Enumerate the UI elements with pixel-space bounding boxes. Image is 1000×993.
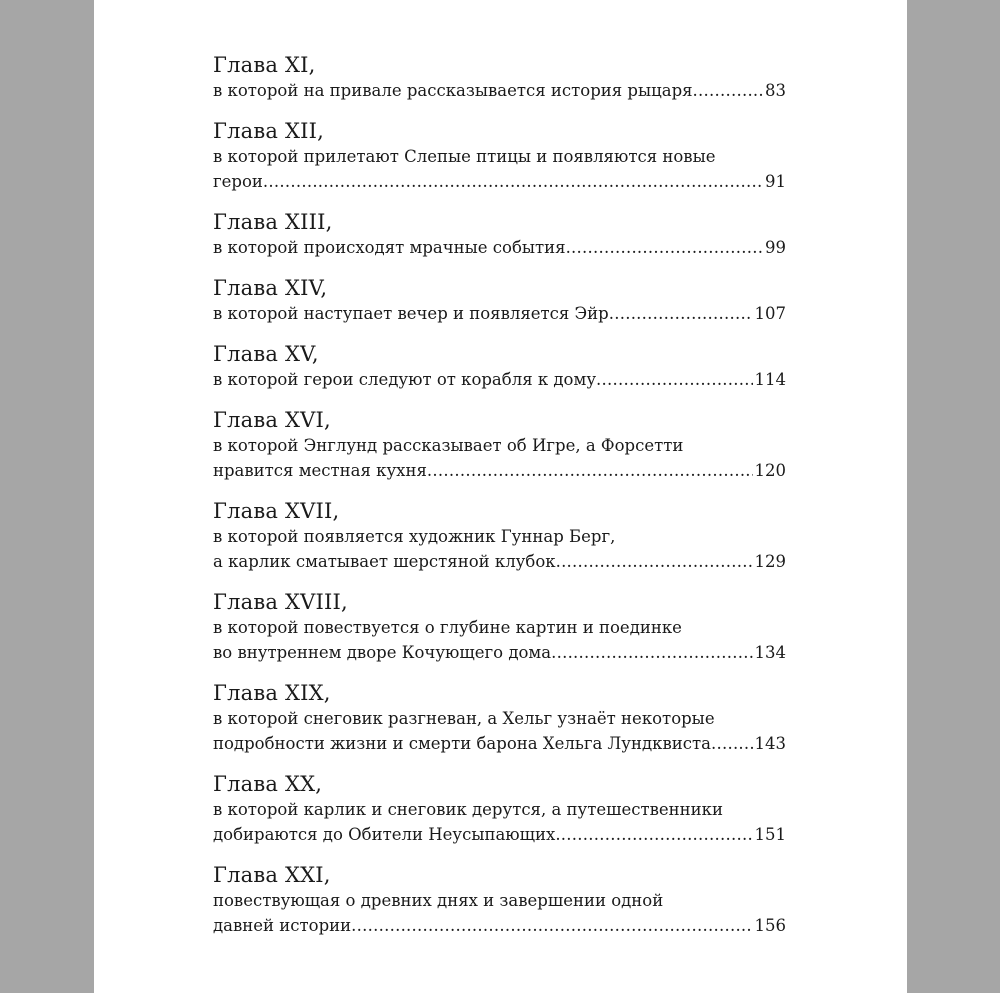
toc-entry [213, 771, 786, 847]
chapter-description-last-line [213, 169, 786, 194]
chapter-description-last-line [213, 301, 786, 326]
toc-entry [213, 407, 786, 483]
page-number: 134 [754, 643, 786, 662]
chapter-title: Глава XX, [213, 772, 323, 796]
chapter-description-last-line [213, 822, 786, 847]
chapter-title: Глава XVI, [213, 408, 331, 432]
page-number: 107 [754, 304, 786, 323]
chapter-description-line: в которой карлик и снеговик дерутся, а путешественники [213, 800, 723, 819]
chapter-description-text: нравится местная кухня [213, 461, 427, 480]
chapter-description-text: в которой на привале рассказывается история рыцаря [213, 81, 693, 100]
page-number: 151 [754, 825, 786, 844]
chapter-description-text: в которой происходят мрачные события [213, 238, 566, 257]
dot-leader [566, 235, 763, 260]
dot-leader [551, 640, 752, 665]
dot-leader [263, 169, 763, 194]
chapter-description-last-line [213, 549, 786, 574]
chapter-description-line: в которой Энглунд рассказывает об Игре, а Форсетти [213, 436, 684, 455]
toc-entry [213, 341, 786, 392]
chapter-title: Глава XV, [213, 342, 319, 366]
chapter-description-line: в которой повествуется о глубине картин и поединке [213, 618, 682, 637]
chapter-description-last-line [213, 367, 786, 392]
chapter-description-line: в которой прилетают Слепые птицы и появляются новые [213, 147, 716, 166]
chapter-description-text: в которой наступает вечер и появляется Эйр [213, 304, 609, 323]
chapter-description-text: добираются до Обители Неусыпающих [213, 825, 556, 844]
page-number: 114 [754, 370, 786, 389]
page-number: 143 [754, 734, 786, 753]
chapter-title: Глава XVIII, [213, 590, 348, 614]
toc-entry [213, 118, 786, 194]
page-number: 156 [754, 916, 786, 935]
book-page [94, 0, 907, 993]
dot-leader [609, 301, 753, 326]
toc-entry [213, 52, 786, 103]
dot-leader [711, 731, 753, 756]
chapter-description-text: а карлик сматывает шерстяной клубок [213, 552, 556, 571]
toc-entry [213, 498, 786, 574]
page-number: 83 [765, 81, 786, 100]
chapter-title: Глава XIV, [213, 276, 328, 300]
chapter-title: Глава XXI, [213, 863, 331, 887]
dot-leader [693, 78, 763, 103]
chapter-title: Глава XIII, [213, 210, 333, 234]
chapter-description-line: повествующая о древних днях и завершении одной [213, 891, 664, 910]
dot-leader [427, 458, 753, 483]
toc-entry [213, 275, 786, 326]
chapter-description-last-line [213, 640, 786, 665]
chapter-title: Глава XVII, [213, 499, 340, 523]
chapter-title: Глава XI, [213, 53, 316, 77]
dot-leader [351, 913, 752, 938]
page-number: 99 [765, 238, 786, 257]
page-number: 120 [754, 461, 786, 480]
chapter-title: Глава XII, [213, 119, 324, 143]
toc-entry [213, 680, 786, 756]
page-number: 129 [754, 552, 786, 571]
dot-leader [555, 822, 752, 847]
chapter-description-text: герои [213, 172, 263, 191]
chapter-description-line: в которой появляется художник Гуннар Берг, [213, 527, 616, 546]
chapter-description-last-line [213, 78, 786, 103]
chapter-description-last-line [213, 235, 786, 260]
toc-entry [213, 589, 786, 665]
chapter-description-text: подробности жизни и смерти барона Хельга Лундквиста [213, 734, 711, 753]
toc-entry [213, 862, 786, 938]
page-number: 91 [765, 172, 786, 191]
dot-leader [556, 549, 753, 574]
chapter-title: Глава XIX, [213, 681, 331, 705]
chapter-description-line: в которой снеговик разгневан, а Хельг узнаёт некоторые [213, 709, 715, 728]
toc-entry [213, 209, 786, 260]
chapter-description-last-line [213, 458, 786, 483]
chapter-description-last-line [213, 731, 786, 756]
chapter-description-text: во внутреннем дворе Кочующего дома [213, 643, 552, 662]
chapter-description-text: в которой герои следуют от корабля к дому [213, 370, 597, 389]
chapter-description-text: давней истории [213, 916, 352, 935]
dot-leader [596, 367, 752, 392]
table-of-contents [213, 52, 786, 953]
chapter-description-last-line [213, 913, 786, 938]
